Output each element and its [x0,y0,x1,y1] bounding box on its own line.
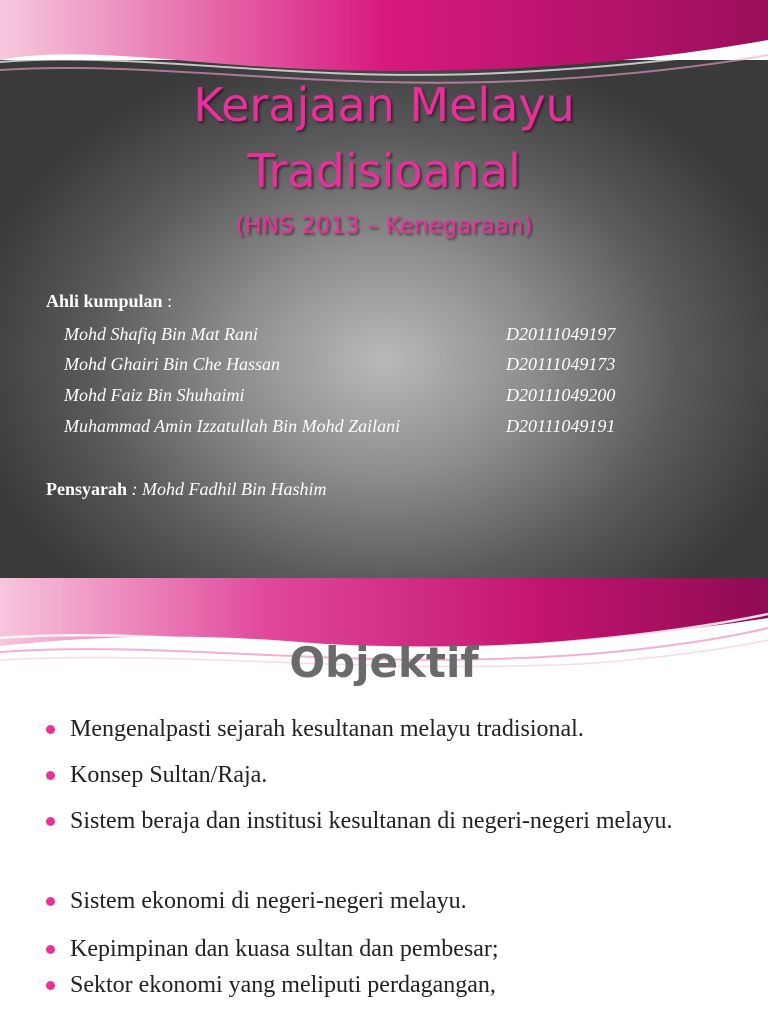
member-id: D20111049197 [506,324,616,344]
list-item-text: Konsep Sultan/Raja. [70,762,268,788]
members-heading [46,291,172,312]
member-id: D20111049200 [506,385,616,405]
bullet-icon [46,771,55,780]
bullet-icon [46,897,55,906]
slide-subtitle: (HNS 2013 – Kenegaraan) [235,213,533,239]
list-item-text: Kepimpinan dan kuasa sultan dan pembesar; [70,936,499,962]
list-item-text: Mengenalpasti sejarah kesultanan melayu tradisional. [70,716,584,742]
bullet-icon [46,981,55,990]
member-name: Muhammad Amin Izzatullah Bin Mohd Zailani [64,416,401,436]
list-item-text: Sektor ekonomi yang meliputi perdagangan, [70,972,496,998]
member-row [64,324,258,345]
slide-title: Objektif [289,638,479,687]
lecturer-line [46,479,327,500]
list-item [46,712,746,746]
member-name: Mohd Shafiq Bin Mat Rani [64,324,258,344]
list-item [46,932,746,966]
bullet-icon [46,725,55,734]
lecturer-value: : Mohd Fadhil Bin Hashim [127,479,327,499]
list-item-text: Sistem beraja dan institusi kesultanan di negeri-negeri melayu. [70,808,673,834]
objectives-slide [0,578,768,1024]
member-list [46,291,616,499]
list-item [46,804,746,838]
list-item [46,968,746,1002]
member-name: Mohd Ghairi Bin Che Hassan [64,354,280,374]
members-label: Ahli kumpulan [46,291,163,311]
members-label-separator: : [162,291,173,311]
lecturer-label: Pensyarah [46,479,127,499]
member-name: Mohd Faiz Bin Shuhaimi [64,385,245,405]
list-item [46,758,746,792]
member-row [64,416,400,437]
member-id: D20111049173 [506,354,616,374]
bullet-icon [46,945,55,954]
list-item-text: Sistem ekonomi di negeri-negeri melayu. [70,888,467,914]
member-id: D20111049191 [506,416,616,436]
member-row [64,354,280,375]
bullet-icon [46,817,55,826]
slide-title-line1: Kerajaan Melayu [193,78,575,132]
member-row [64,385,245,406]
slide-title-line2: Tradisioanal [247,144,521,198]
list-item [46,884,746,918]
